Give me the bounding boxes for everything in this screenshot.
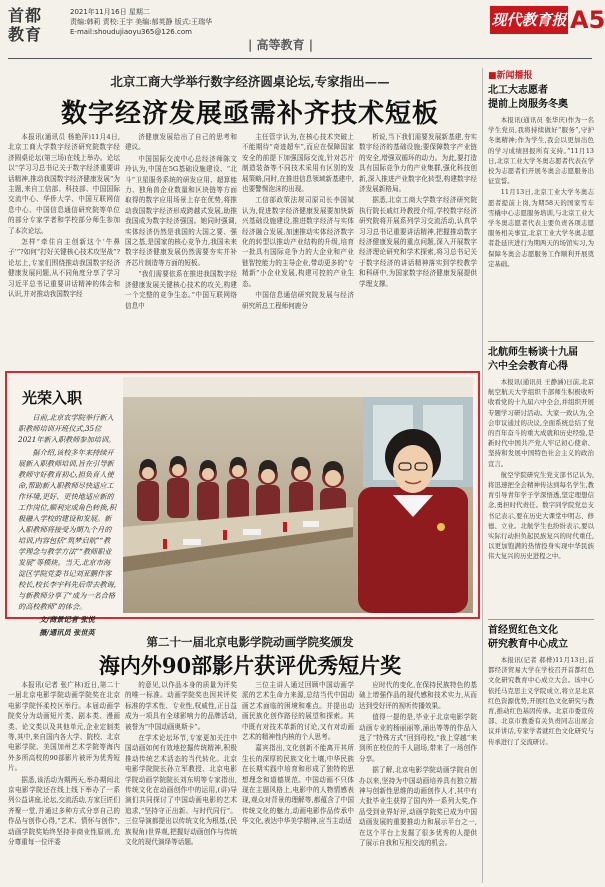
article1-col2-p3: “我们需要依系在推进我国数字经济健康发展关键核心技术的攻关,构建一个完整的竞争生态。”中国互联网络信息中	[125, 270, 237, 310]
news3-headline-line-1: 首经贸红色文化	[488, 625, 558, 636]
photo-credit-photo: 摄/通讯员 张世英	[39, 628, 95, 637]
article2-col4-p3: 据了解,北京电影学院动画学院自创办以来,坚持为中国动画培养具有独立精神与创新性思维的动画创作人才,其中有大批毕业生获得了国内外一系列大奖,作品受到业界好评,动画学院奖已成为中国动画发展的重要推动力和展示平台之一,在这个平台上发掘了很多优秀的人提供了展示自我和互相交流的机会。	[359, 766, 477, 848]
date-line: 2021年11月16日 星期二	[70, 8, 150, 16]
article2-col1-p1: 本报讯(记者 张广林)近日,第二十一届北京电影学院动画学院奖在北京电影学院怀柔校区举行。本届动画学院奖分为动画短片类、剧本类、漫画类、论文类以及其他单元,企业定制类等,其中,来自国内各大学、院校、北京电影学院、美国加州艺术学院等海内外多所高校的90部影片被评为优秀短片。	[8, 681, 120, 773]
editors-line: 责编:韩莉 责校:王宇 美编:郁英静 版式:王瑞华	[70, 18, 213, 26]
article1-col-3	[242, 132, 354, 368]
ceremony-photo	[123, 377, 473, 613]
page-number: A5	[570, 6, 605, 34]
article2-col4-p1: 应时代的变化,在保持民族特色的基础上增强作品的现代感和技术实力,从而达到受好评的视听传播效果。	[359, 681, 477, 710]
article2-col4-p2: 值得一提的是,毕业于北京电影学院动画专业的杨丽丽等,涌出等等的作品入选了“特殊方式”回到母校,“我上穿越”来到所在校位的千人剧场,带来了一场创作分享。	[359, 713, 477, 763]
section-name-line-1: 首都	[8, 6, 43, 25]
article1-col2-p1: 济健康发展给出了自己的思考和建议。	[125, 133, 237, 152]
article1-col4-p1: 析说,当下我们需要发展新基建,夯实数字经济的基础设施;要保障数字产业链的安全,增强双循环的动力。为此,要打造具有国际竞争力的产业集群,强化科技创新,深入推进产业数字化转型,构建数字经济发展新格局。	[359, 133, 477, 194]
article1-col1-p1: 本报讯(通讯员 杨艳萍)11月4日,北京工商大学数字经济研究院数字经济圆桌论坛(第三场)在线上举办。论坛以“学习习总书记关于数字经济重要讲话精神,推动我国数字经济健康发展”为主题,来自工信部、科技部、中国国际交流中心、华侨大学、中国互联网信息中心、中国信息通信研究院等单位的部分专家学者和学校部分师生参加了本次论坛。	[8, 133, 120, 235]
article2-col2-p1: 的意见,以作品本身的质量为评奖的唯一标准。动画学院奖也因其评奖标准的学术性、专业性,权威性,正日益成为一项具有全球影响力的品牌活动,被誉为“中国动画奥斯卡”。	[125, 681, 237, 731]
photo-feature-title: 光荣入职	[22, 389, 83, 407]
newspaper-logo: 现代教育报	[490, 6, 568, 34]
photo-feature-caption	[18, 412, 116, 640]
sidebar-divider	[488, 341, 594, 342]
article1-col3-p1: 主任管宇认为,在核心技术突破上不能期待“奇迹超车”,而应在保障国家安全的前提下加强国际交流,针对芯片制造装备等不同技术采用有区别的发展策略,同时,在推进信息领域新基建中,也要警惕泡沫的出现。	[242, 133, 354, 194]
article1-kicker: 北京工商大学举行数字经济圆桌论坛,专家指出——	[110, 74, 390, 89]
article1-col-2	[125, 132, 237, 368]
article2-col1-p2: 据悉,该活动为期两天,举办期间北京电影学院还在线上线下举办了一系列公益讲座,论坛,交流活动,方家巨匠们齐聚一堂,并通过多种方式分享自己的作品与创作心得,“艺术、情怀与创作”,动画学院奖始终坚持非商业性原则,充分尊重每一位评委	[8, 775, 120, 847]
news1-body	[488, 115, 594, 337]
photo-caption-p1: 日前,北京农学院举行新入职教师培训开班仪式,35位2021年新入职教师参加培训。	[18, 413, 116, 444]
article2-kicker: 第二十一届北京电影学院动画学院奖颁发	[146, 635, 354, 649]
news-brief-sidebar	[482, 68, 594, 883]
section-name-line-2: 教育	[8, 25, 43, 44]
news2-p2: 航空学院研究生党支部书记认为,将迅速把全会精神传达到每名学生,教育引导青年学子学深悟透,坚定理想信念,勇担时代责任。数字同学院党总支书记表示,要在历史大课堂中明志、修德、立业。北航学生也纷纷表示,要以实际行动担负起民族复兴的时代重任,以更加饱满的热情投身实现中华民族伟大复兴的历史进程之中。	[488, 470, 594, 561]
news1-headline-line-2: 提前上岗服务冬奥	[488, 99, 568, 110]
article2-col3-p2: 嘉宾指出,文化创新不能离开其所生长的深厚的民族文化土壤,中华民族在长期实践中培育和形成了独特的思想理念和道德规范。中国动画不只体现在主题风格上,电影中的人物情感表现,观众对背景的理解等,都蕴含了中国传统文化的魅力,动画电影作品传承中华文化,表达中华美学精神,应当主动适	[242, 744, 354, 826]
sidebar-divider	[488, 619, 594, 620]
article1-col-4	[359, 132, 477, 368]
news1-p2: 11月13日,北京工业大学冬奥志愿者提前上岗,为期58天的国家雪车雪橇中心志愿服务培训,与北京工业大学冬奥志愿者代表主要负责各项志愿服务相关事宜,北京工业大学冬奥志愿者赴延庆进行为期两天的场馆实习,为保障冬奥会志愿服务工作顺利开展奠定基础。	[488, 188, 594, 268]
masthead-meta	[70, 7, 212, 37]
ceremony-photo-illustration	[123, 377, 473, 613]
article2-col-1	[8, 680, 120, 883]
article2-col2-p2: 在学术论坛环节,专家更加关注中国动画如何有效地挖掘传统精神,积极推动传统艺术活态的当代转化。北京电影学院院长孙立军教授、北京电影学院动画学院院长刘东明等专家指出,传统文化在动画创作中的运用,(讲)导演们共同探讨了中国动画电影的艺术追求,“坚持守正出新、与时代同行”。三位导演都提出以传统文化为根基,(民族视角)世界观,把握好动画创作与传统文化的现代演绎等话题。	[125, 734, 237, 847]
article2-col-3	[242, 680, 354, 883]
news2-headline-line-2: 六中全会教育心得	[488, 361, 568, 372]
news2-headline	[488, 346, 594, 374]
article2-col-4	[359, 680, 477, 883]
news3-headline-line-2: 研究教育中心成立	[488, 639, 568, 650]
news1-headline-line-1: 北工大志愿者	[488, 85, 548, 96]
email-line: E-mail:shoudujiaoyu365@126.com	[70, 28, 192, 36]
article1-col1-p2: 怎样“牵住自主创新这个‘牛鼻子’”?如何“打好关键核心技术攻坚战”?论坛上,专家们围绕推动我国数字经济健康发展问题,从不同角度分享了学习习近平总书记重要讲话精神的体会和认识,并对推动我国数字经	[8, 238, 120, 299]
news3-body	[488, 655, 594, 845]
news-brief-tag: ■新闻播报	[488, 71, 533, 81]
news2-body	[488, 377, 594, 615]
photo-caption-p2: 据介绍,该校多年来持续开展新入职教师培训,旨在引导新教师守好教育初心,担负育人使命,帮助新入职教师尽快适应工作环境,更好、更快地适应新的工作岗位,顺利完成角色转换,积极融入学校的建设和发展。新入职教师将接受为期九个月的培训,内容包括“筑梦启航”“教学理念与教学方法”“教师职业发展”等模块。当天,北京市海淀区学院党委书记刘亚鹏作客校长,校长李宇科先后带去教诲,与新教师分享了“成为一名合格的高校教师”的体会。	[18, 448, 117, 611]
article2-headline: 海内外90部影片获评优秀短片奖	[98, 653, 402, 678]
article1-headline: 数字经济发展亟需补齐技术短板	[60, 99, 439, 129]
article1-col3-p3: 中国信息通信研究院发展与经济研究所总工程师何鹿分	[242, 291, 354, 310]
article1-col-1	[8, 132, 120, 368]
article2-col3-p1: 三位主讲人通过回顾中国动画学派的艺术生命力来源,总结当代中国动画艺术面临的困境和难点。并提出动画民族化创作路径的展望和探索。其中既有对技术革新的讨论,又有对动画艺术的精神性内核的个人思考。	[242, 681, 354, 742]
article1-col2-p2: 中国国际交流中心总经济师陈文玲认为,中国在5G基础设施建设、“北斗”卫星服务系统的研发应用、超算能力、独角兽企业数量和区块链等方面取得的数字应用场景上存在优势,将推动我国数字经济形成跨越式发展,助推我国成为数字经济强国。她同时强调,实体经济仍然是我国的大国之要、强国之基,是国家的核心竞争力,我国未来数字经济健康发展仍然需要夯实并补齐芯片制造等方面的短板。	[125, 154, 237, 267]
news1-headline	[488, 84, 594, 112]
photo-credit-text: 文/商景记者 张悦	[39, 615, 95, 624]
article1-col3-p2: 工信部政策法规司原司长李国斌认为,促进数字经济健康发展要加快新兴基础设施建设,推进数字经济与实体经济融合发展,加速推动实体经济数字化的转型以推动产业结构的升级,培育一批具有国际竞争力的大企业和产业链智控能力的主导企业,带动更多的“专精新”小企业发展,构建可控的产业生态。	[242, 196, 354, 288]
news1-p1: 本报讯(通讯员 张华庆)作为一名学生党员,我将持续做好“服务”,守护冬奥精神;作为学生,我会以更加出色的学习成绩回报所有支持。”11月13日,北京工业大学冬奥志愿者代表在学校为志愿者们开展冬奥会志愿服务出征宣誓。	[488, 116, 594, 186]
section-tag: | 高等教育 |	[248, 38, 314, 52]
news3-p1: 本报讯(记者 郝桦)11月13日,首都经济贸易大学在学校召开首都红色文化研究教育中心成立大会。该中心依托马克思主义学院成立,将立足北京红色资源优势,开展红色文化研究与教育,推动红色基因传承。北京市委宣传部、北京市教委有关负责同志出席会议并讲话,专家学者就红色文化研究与传承进行了交流研讨。	[488, 656, 594, 746]
news2-p1: 本报讯(通讯员 王静涵)日前,北京航空航天大学组织千部师生积极收听收看党的十九届六中全会,并组织开展专题学习研讨活动。大家一致认为,全会审议通过的决议,全面系统总结了党的百年奋斗的重大成就和历史经验,是新时代中国共产党人牢记初心使命、坚持和发展中国特色社会主义的政治宣言。	[488, 378, 594, 468]
article2-col-2	[125, 680, 237, 883]
news2-headline-line-1: 北航师生畅谈十九届	[488, 347, 578, 358]
article1-col4-p2: 据悉,北京工商大学数字经济研究院执行院长戚红玲教授介绍,学校数字经济研究院将开展系列学习交流活动,认真学习习总书记重要讲话精神,把握推动数字经济健康发展的重点问题,深入开展数字经济理论研究和学术探索,将习总书记关于数字经济的讲话精神落实到学校教学和科研中,为国家数字经济健康发展提供学理支撑。	[359, 196, 477, 288]
header-divider	[8, 58, 592, 59]
news3-headline	[488, 624, 594, 652]
section-name	[8, 6, 68, 44]
